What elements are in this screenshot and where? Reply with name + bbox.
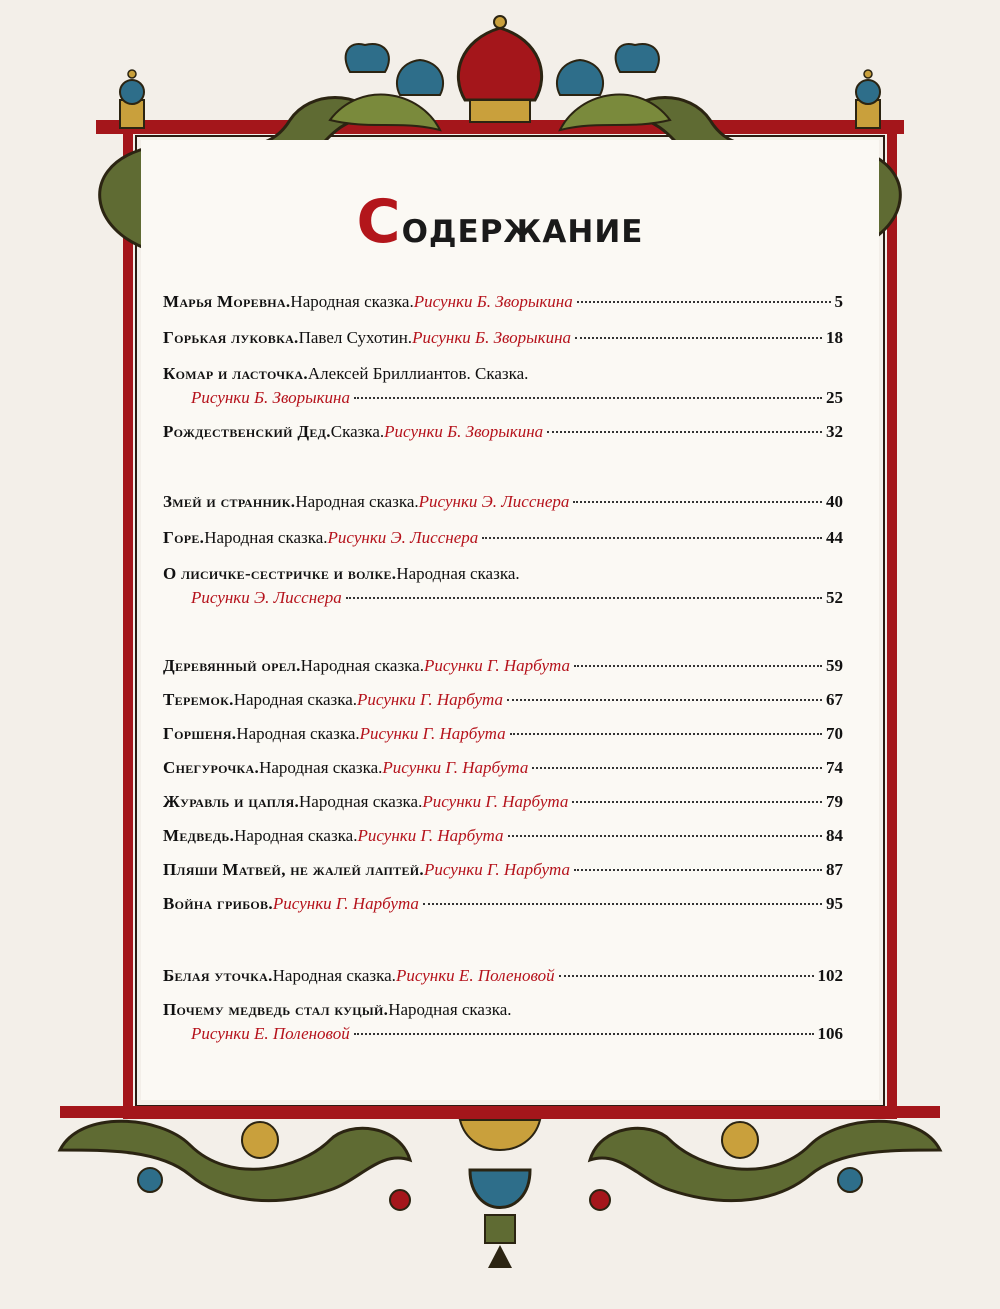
entry-page-number: 25 (826, 388, 843, 407)
dot-leader (573, 501, 822, 503)
bottom-ornament (60, 1120, 940, 1268)
dot-leader (547, 431, 822, 433)
toc-entry[interactable] (163, 722, 843, 746)
toc-entry[interactable] (163, 290, 843, 314)
dot-leader (575, 337, 822, 339)
entry-description: Народная сказка. (272, 966, 396, 985)
entry-illustrator: Рисунки Г. Нарбута (357, 826, 504, 845)
toc-entry[interactable] (163, 654, 843, 678)
entry-page-number: 102 (817, 966, 843, 985)
entry-page-number: 70 (826, 724, 843, 743)
toc-entry[interactable] (163, 688, 843, 712)
entry-title: Теремок. (163, 690, 234, 709)
dot-leader (346, 597, 822, 599)
entry-title: Медведь. (163, 826, 235, 845)
entry-page-number: 44 (826, 528, 843, 547)
toc-entry[interactable] (163, 858, 843, 882)
toc-entry[interactable] (163, 756, 843, 780)
entry-illustrator: Рисунки Б. Зворыкина (384, 422, 544, 441)
entry-illustrator: Рисунки Г. Нарбута (423, 860, 571, 879)
entry-title: Горшеня. (163, 724, 237, 743)
entry-description: Народная сказка. (290, 292, 414, 311)
toc-entry[interactable] (163, 892, 843, 916)
toc-entry[interactable] (163, 326, 843, 350)
entry-description: Народная сказка. (234, 826, 358, 845)
toc-entry[interactable] (163, 420, 843, 444)
entry-title: О лисичке-сестричке и волке. (163, 564, 397, 583)
entry-description: Народная сказка. (295, 492, 419, 511)
entry-illustrator: Рисунки Г. Нарбута (382, 758, 529, 777)
entry-description: Народная сказка. (204, 528, 328, 547)
entry-illustrator: Рисунки Э. Лисснера (418, 492, 570, 511)
entry-description: Народная сказка. (300, 656, 424, 675)
entry-illustrator: Рисунки Г. Нарбута (357, 690, 504, 709)
dot-leader (423, 903, 822, 905)
entry-title: Белая уточка. (163, 966, 273, 985)
entry-title: Снегурочка. (163, 758, 260, 777)
dot-leader (354, 397, 822, 399)
entry-description: Сказка. (330, 422, 385, 441)
toc-entry[interactable] (163, 964, 843, 988)
entry-illustrator: Рисунки Г. Нарбута (359, 724, 506, 743)
dot-leader (510, 733, 822, 735)
entry-page-number: 5 (834, 292, 843, 311)
entry-title: Марья Моревна. (163, 292, 291, 311)
dot-leader (574, 665, 822, 667)
dot-leader (574, 869, 822, 871)
entry-illustrator: Рисунки Г. Нарбута (422, 792, 569, 811)
dot-leader (508, 835, 823, 837)
dot-leader (559, 975, 814, 977)
entry-page-number: 67 (826, 690, 843, 709)
entry-illustrator: Рисунки Е. Поленовой (191, 1024, 350, 1043)
entry-page-number: 18 (826, 328, 843, 347)
toc-entry[interactable] (163, 562, 843, 610)
toc-entry[interactable] (163, 490, 843, 514)
dot-leader (482, 537, 822, 539)
entry-illustrator: Рисунки Г. Нарбута (272, 894, 419, 913)
entry-illustrator: Рисунки Б. Зворыкина (413, 292, 573, 311)
toc-entry[interactable] (163, 824, 843, 848)
page-title (0, 187, 1000, 257)
entry-page-number: 40 (826, 492, 843, 511)
entry-description: Народная сказка. (236, 724, 360, 743)
entry-title: Комар и ласточка. (163, 364, 308, 383)
entry-illustrator: Рисунки Е. Поленовой (395, 966, 555, 985)
content-panel (141, 140, 879, 1100)
entry-page-number: 95 (826, 894, 843, 913)
entry-description: Народная сказка. (388, 1000, 512, 1019)
dot-leader (532, 767, 822, 769)
entry-illustrator: Рисунки Б. Зворыкина (191, 388, 350, 407)
entry-illustrator: Рисунки Э. Лисснера (327, 528, 479, 547)
entry-title: Деревянный орел. (163, 656, 301, 675)
toc-entry[interactable] (163, 790, 843, 814)
entry-description: Народная сказка. (259, 758, 383, 777)
entry-title: Горькая луковка. (163, 328, 299, 347)
entry-page-number: 32 (826, 422, 843, 441)
entry-illustrator: Рисунки Г. Нарбута (423, 656, 570, 675)
dot-leader (577, 301, 831, 303)
entry-page-number: 74 (826, 758, 843, 777)
dot-leader (572, 801, 822, 803)
entry-description: Народная сказка. (233, 690, 358, 709)
entry-page-number: 59 (826, 656, 843, 675)
entry-page-number: 79 (826, 792, 843, 811)
toc-entry[interactable] (163, 362, 843, 410)
entry-description: Народная сказка. (299, 792, 423, 811)
toc-entry[interactable] (163, 526, 843, 550)
entry-title: Почему медведь стал куцый. (163, 1000, 389, 1019)
title-rest: одержание (401, 202, 644, 253)
entry-description: Алексей Бриллиантов. Сказка. (307, 364, 529, 383)
entry-page-number: 106 (817, 1024, 843, 1043)
entry-title: Пляши Матвей, не жалей лаптей. (163, 860, 424, 879)
bottom-bar (60, 1106, 940, 1118)
entry-title: Горе. (163, 528, 205, 547)
entry-title: Змей и странник. (163, 492, 296, 511)
entry-title: Рождественский Дед. (163, 422, 331, 441)
entry-description: Павел Сухотин. (298, 328, 413, 347)
dot-leader (354, 1033, 814, 1035)
entry-page-number: 52 (826, 588, 843, 607)
entry-illustrator: Рисунки Б. Зворыкина (412, 328, 572, 347)
entry-title: Журавль и цапля. (163, 792, 300, 811)
entry-page-number: 87 (826, 860, 843, 879)
entry-illustrator: Рисунки Э. Лисснера (191, 588, 342, 607)
toc-entry[interactable] (163, 998, 843, 1046)
entry-title: Война грибов. (163, 894, 273, 913)
title-initial: С (356, 187, 402, 257)
dot-leader (507, 699, 822, 701)
entry-description: Народная сказка. (396, 564, 520, 583)
entry-page-number: 84 (826, 826, 843, 845)
